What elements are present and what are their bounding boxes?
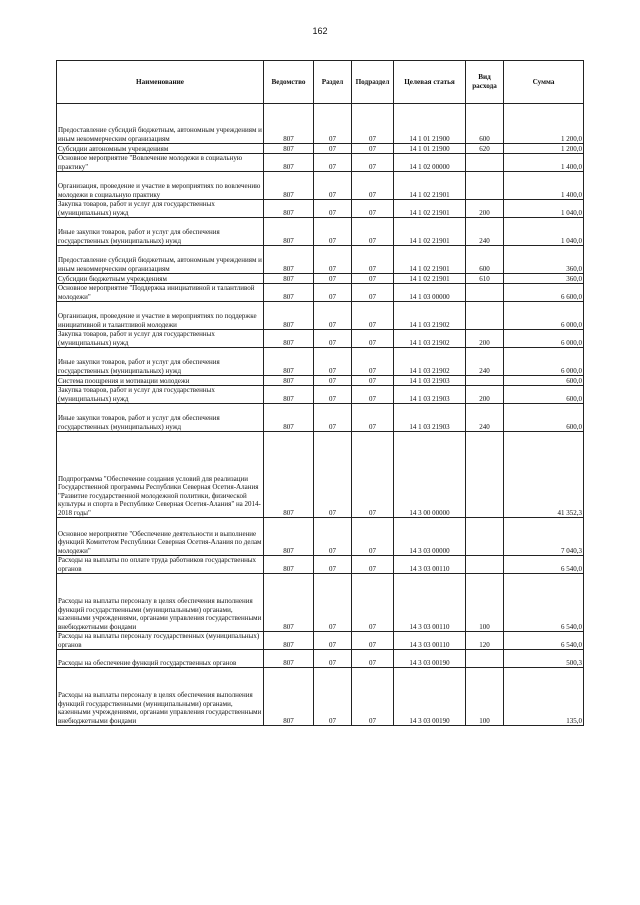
row-type: 200 (466, 200, 504, 218)
header-sum: Сумма (504, 61, 584, 104)
row-sum: 1 040,0 (504, 200, 584, 218)
row-target: 14 3 03 00110 (394, 632, 466, 650)
row-section: 07 (314, 144, 352, 154)
row-subsection: 07 (352, 218, 394, 246)
header-type: Вид расхода (466, 61, 504, 104)
row-type: 120 (466, 632, 504, 650)
row-subsection: 07 (352, 404, 394, 432)
budget-table (56, 60, 584, 726)
row-type (466, 432, 504, 518)
row-dept: 807 (264, 154, 314, 172)
row-type: 610 (466, 274, 504, 284)
row-section: 07 (314, 518, 352, 556)
row-name: Основное мероприятие "Поддержка инициативной и талантливой молодежи" (57, 284, 264, 302)
row-sum: 6 540,0 (504, 574, 584, 632)
row-section: 07 (314, 432, 352, 518)
row-sum: 500,3 (504, 650, 584, 668)
row-subsection: 07 (352, 376, 394, 386)
row-section: 07 (314, 104, 352, 144)
row-name: Подпрограмма "Обеспечение создания условий для реализации Государственной программы Республики Северная Осетия-Алания "Развитие государственной молодежной политики, физической культуры и спорта в Республике Северная Осетия-Алания" на 2014-2018 годы" (57, 432, 264, 518)
row-sum: 600,0 (504, 404, 584, 432)
table-row (57, 376, 584, 386)
table-row (57, 154, 584, 172)
row-sum: 7 040,3 (504, 518, 584, 556)
row-dept: 807 (264, 200, 314, 218)
table-row (57, 274, 584, 284)
row-name: Основное мероприятие "Вовлечение молодежи в социальную практику" (57, 154, 264, 172)
row-name: Организация, проведение и участие в мероприятиях по вовлечению молодежи в социальную практику (57, 172, 264, 200)
row-subsection: 07 (352, 284, 394, 302)
row-sum: 6 000,0 (504, 302, 584, 330)
row-name: Предоставление субсидий бюджетным, автономным учреждениям и иным некоммерческим организациям (57, 104, 264, 144)
table-row (57, 200, 584, 218)
row-name: Расходы на выплаты персоналу государственных (муниципальных) органов (57, 632, 264, 650)
row-sum: 135,0 (504, 668, 584, 726)
row-dept: 807 (264, 650, 314, 668)
row-subsection: 07 (352, 348, 394, 376)
row-dept: 807 (264, 144, 314, 154)
header-subsection: Подраздел (352, 61, 394, 104)
row-name: Расходы на выплаты по оплате труда работников государственных органов (57, 556, 264, 574)
row-section: 07 (314, 154, 352, 172)
row-subsection: 07 (352, 246, 394, 274)
row-target: 14 1 03 21903 (394, 386, 466, 404)
row-dept: 807 (264, 556, 314, 574)
row-name: Закупка товаров, работ и услуг для государственных (муниципальных) нужд (57, 330, 264, 348)
row-section: 07 (314, 246, 352, 274)
row-target: 14 1 01 21900 (394, 104, 466, 144)
row-section: 07 (314, 348, 352, 376)
row-target: 14 3 03 00110 (394, 556, 466, 574)
row-target: 14 1 02 21901 (394, 218, 466, 246)
row-subsection: 07 (352, 200, 394, 218)
row-sum: 6 000,0 (504, 330, 584, 348)
row-name: Субсидии бюджетным учреждениям (57, 274, 264, 284)
row-subsection: 07 (352, 386, 394, 404)
row-section: 07 (314, 404, 352, 432)
row-section: 07 (314, 218, 352, 246)
row-dept: 807 (264, 284, 314, 302)
row-name: Закупка товаров, работ и услуг для государственных (муниципальных) нужд (57, 386, 264, 404)
row-target: 14 1 03 21903 (394, 404, 466, 432)
header-dept: Ведомство (264, 61, 314, 104)
header-section: Раздел (314, 61, 352, 104)
table-row (57, 302, 584, 330)
row-type (466, 518, 504, 556)
table-row (57, 668, 584, 726)
table-row (57, 650, 584, 668)
row-target: 14 3 00 00000 (394, 432, 466, 518)
row-sum: 600,0 (504, 386, 584, 404)
row-sum: 1 400,0 (504, 154, 584, 172)
row-dept: 807 (264, 172, 314, 200)
table-row (57, 386, 584, 404)
row-target: 14 1 02 00000 (394, 154, 466, 172)
row-sum: 6 540,0 (504, 632, 584, 650)
table-row (57, 348, 584, 376)
row-subsection: 07 (352, 432, 394, 518)
row-target: 14 3 03 00190 (394, 650, 466, 668)
row-section: 07 (314, 650, 352, 668)
table-row (57, 144, 584, 154)
row-sum: 360,0 (504, 274, 584, 284)
row-type (466, 302, 504, 330)
row-type (466, 650, 504, 668)
row-type: 620 (466, 144, 504, 154)
row-target: 14 1 02 21901 (394, 200, 466, 218)
row-name: Иные закупки товаров, работ и услуг для обеспечения государственных (муниципальных) нужд (57, 404, 264, 432)
row-target: 14 1 03 21902 (394, 348, 466, 376)
row-type: 240 (466, 218, 504, 246)
row-subsection: 07 (352, 330, 394, 348)
row-sum: 1 040,0 (504, 218, 584, 246)
row-section: 07 (314, 632, 352, 650)
row-name: Расходы на выплаты персоналу в целях обеспечения выполнения функций государственными (муниципальными) органами, казенными учреждениями, органами управления государственными внебюджетными фондами (57, 668, 264, 726)
header-target: Целевая статья (394, 61, 466, 104)
row-dept: 807 (264, 386, 314, 404)
row-type: 600 (466, 104, 504, 144)
row-type: 240 (466, 348, 504, 376)
row-dept: 807 (264, 302, 314, 330)
row-name: Иные закупки товаров, работ и услуг для обеспечения государственных (муниципальных) нужд (57, 348, 264, 376)
row-section: 07 (314, 172, 352, 200)
header-name: Наименование (57, 61, 264, 104)
row-type: 240 (466, 404, 504, 432)
row-subsection: 07 (352, 668, 394, 726)
row-dept: 807 (264, 432, 314, 518)
row-type (466, 172, 504, 200)
row-type: 100 (466, 574, 504, 632)
row-sum: 6 600,0 (504, 284, 584, 302)
row-dept: 807 (264, 404, 314, 432)
row-section: 07 (314, 302, 352, 330)
row-subsection: 07 (352, 302, 394, 330)
table-header-row (57, 61, 584, 104)
row-target: 14 3 03 00190 (394, 668, 466, 726)
table-row (57, 404, 584, 432)
row-type: 200 (466, 330, 504, 348)
row-target: 14 1 03 00000 (394, 284, 466, 302)
row-subsection: 07 (352, 518, 394, 556)
row-subsection: 07 (352, 574, 394, 632)
row-target: 14 3 03 00000 (394, 518, 466, 556)
row-type (466, 284, 504, 302)
table-row (57, 172, 584, 200)
row-sum: 41 352,3 (504, 432, 584, 518)
row-section: 07 (314, 668, 352, 726)
row-type: 600 (466, 246, 504, 274)
row-section: 07 (314, 556, 352, 574)
table-row (57, 218, 584, 246)
row-sum: 6 000,0 (504, 348, 584, 376)
row-target: 14 1 02 21901 (394, 246, 466, 274)
table-row (57, 284, 584, 302)
row-subsection: 07 (352, 274, 394, 284)
row-name: Организация, проведение и участие в мероприятиях по поддержке инициативной и талантливой молодежи (57, 302, 264, 330)
row-name: Предоставление субсидий бюджетным, автономным учреждениям и иным некоммерческим организациям (57, 246, 264, 274)
row-target: 14 1 02 21901 (394, 172, 466, 200)
row-target: 14 3 03 00110 (394, 574, 466, 632)
row-name: Система поощрения и мотивации молодежи (57, 376, 264, 386)
row-section: 07 (314, 376, 352, 386)
row-name: Расходы на обеспечение функций государственных органов (57, 650, 264, 668)
row-type (466, 154, 504, 172)
row-type (466, 556, 504, 574)
row-name: Субсидии автономным учреждениям (57, 144, 264, 154)
row-section: 07 (314, 274, 352, 284)
row-target: 14 1 03 21903 (394, 376, 466, 386)
row-section: 07 (314, 330, 352, 348)
row-dept: 807 (264, 246, 314, 274)
row-dept: 807 (264, 632, 314, 650)
row-dept: 807 (264, 376, 314, 386)
row-sum: 1 400,0 (504, 172, 584, 200)
row-sum: 360,0 (504, 246, 584, 274)
row-name: Расходы на выплаты персоналу в целях обеспечения выполнения функций государственными (муниципальными) органами, казенными учреждениями, органами управления государственными внебюджетными фондами (57, 574, 264, 632)
row-section: 07 (314, 284, 352, 302)
row-dept: 807 (264, 668, 314, 726)
table-row (57, 574, 584, 632)
row-section: 07 (314, 386, 352, 404)
row-section: 07 (314, 574, 352, 632)
row-sum: 1 200,0 (504, 104, 584, 144)
row-name: Закупка товаров, работ и услуг для государственных (муниципальных) нужд (57, 200, 264, 218)
row-target: 14 1 03 21902 (394, 302, 466, 330)
table-row (57, 518, 584, 556)
row-subsection: 07 (352, 104, 394, 144)
row-sum: 1 200,0 (504, 144, 584, 154)
row-section: 07 (314, 200, 352, 218)
row-dept: 807 (264, 348, 314, 376)
row-dept: 807 (264, 218, 314, 246)
row-type: 100 (466, 668, 504, 726)
row-dept: 807 (264, 330, 314, 348)
row-sum: 6 540,0 (504, 556, 584, 574)
row-type: 200 (466, 386, 504, 404)
page-number: 162 (312, 26, 328, 36)
row-target: 14 1 03 21902 (394, 330, 466, 348)
table-row (57, 556, 584, 574)
row-subsection: 07 (352, 144, 394, 154)
row-type (466, 376, 504, 386)
row-subsection: 07 (352, 650, 394, 668)
row-subsection: 07 (352, 556, 394, 574)
row-subsection: 07 (352, 632, 394, 650)
row-sum: 600,0 (504, 376, 584, 386)
row-target: 14 1 02 21901 (394, 274, 466, 284)
table-row (57, 246, 584, 274)
row-dept: 807 (264, 104, 314, 144)
table-row (57, 104, 584, 144)
row-target: 14 1 01 21900 (394, 144, 466, 154)
row-dept: 807 (264, 574, 314, 632)
row-name: Основное мероприятие "Обеспечение деятельности и выполнение функций Комитетом Республики Северная Осетия-Алания по делам молодежи" (57, 518, 264, 556)
row-dept: 807 (264, 274, 314, 284)
table-row (57, 330, 584, 348)
table-row (57, 432, 584, 518)
row-name: Иные закупки товаров, работ и услуг для обеспечения государственных (муниципальных) нужд (57, 218, 264, 246)
row-subsection: 07 (352, 154, 394, 172)
row-subsection: 07 (352, 172, 394, 200)
table-row (57, 632, 584, 650)
row-dept: 807 (264, 518, 314, 556)
